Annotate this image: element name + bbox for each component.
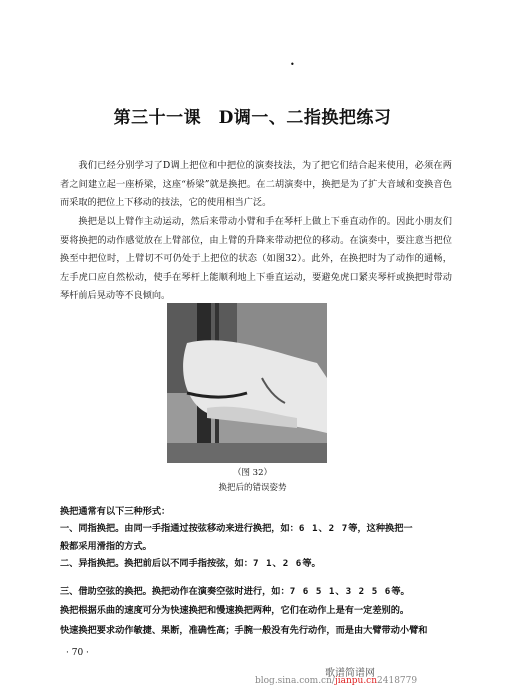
- list-item-open-string: 三、借助空弦的换把。换把动作在演奏空弦时进行，如：7 6 5 1、3 2 5 6等。: [60, 586, 410, 597]
- figure-caption: 换把后的错误姿势: [218, 483, 287, 493]
- watermark-url: blog.sina.com.cn/jianpu.cn2418779: [255, 676, 418, 686]
- paragraph-technique: 换把是以上臂作主动运动，然后来带动小臂和手在琴杆上做上下垂直动作的。因此小朋友们要将换把的动作感觉放在上臂部位，由上臂的升降来带动把位的移动。在演奏中，要注意当把位换至中把位时，上臂切不可仍处于上把位的状态（如图32）。此外，在换把时为了动作的通畅，左手虎口应自然松动，使手在琴杆上能顺利地上下垂直运动，要避免虎口紧夹琴杆或换把时带动琴杆前后晃动等不良倾向。: [60, 216, 452, 301]
- list-item-same-finger-cont: 般都采用滑指的方式。: [60, 541, 152, 552]
- list-intro: 换把通常有以下三种形式：: [60, 506, 171, 517]
- closing-line-1: 换把根据乐曲的速度可分为快速换把和慢速换把两种，它们在动作上是有一定差别的。: [60, 605, 410, 616]
- notation-different-finger: 7 1、2 6: [252, 558, 303, 569]
- closing-line-2: 快速换把要求动作敏捷、果断，准确性高；手腕一般没有先行动作，而是由大臂带动小臂和: [60, 625, 428, 636]
- notation-same-finger: 6 1、2 7: [298, 523, 349, 534]
- paragraph-intro: 我们已经分别学习了D调上把位和中把位的演奏技法，为了把它们结合起来使用，必须在两者之间建立起一座桥梁，这座“桥梁”就是换把。在二胡演奏中，换把是为了扩大音域和变换音色而采取的把位上下移动的技法，它的使用相当广泛。: [60, 160, 452, 208]
- page-number: · 70 ·: [66, 648, 89, 658]
- notation-open-string: 7 6 5 1、3 2 5 6: [289, 586, 392, 597]
- watermark-site-name: 歌谱简谱网: [325, 668, 375, 679]
- figure-number: （图 32）: [232, 468, 273, 478]
- page-mark: •: [290, 60, 295, 69]
- list-item-same-finger: 一、同指换把。由同一手指通过按弦移动来进行换把，如：6 1、2 7等，这种换把一: [60, 523, 413, 534]
- erhu-hand-photo: [167, 303, 327, 463]
- figure-photo: [167, 303, 327, 463]
- list-item-different-finger: 二、异指换把。换把前后以不同手指按弦，如：7 1、2 6等。: [60, 558, 321, 569]
- lesson-title: 第三十一课 D调一、二指换把练习: [113, 108, 392, 128]
